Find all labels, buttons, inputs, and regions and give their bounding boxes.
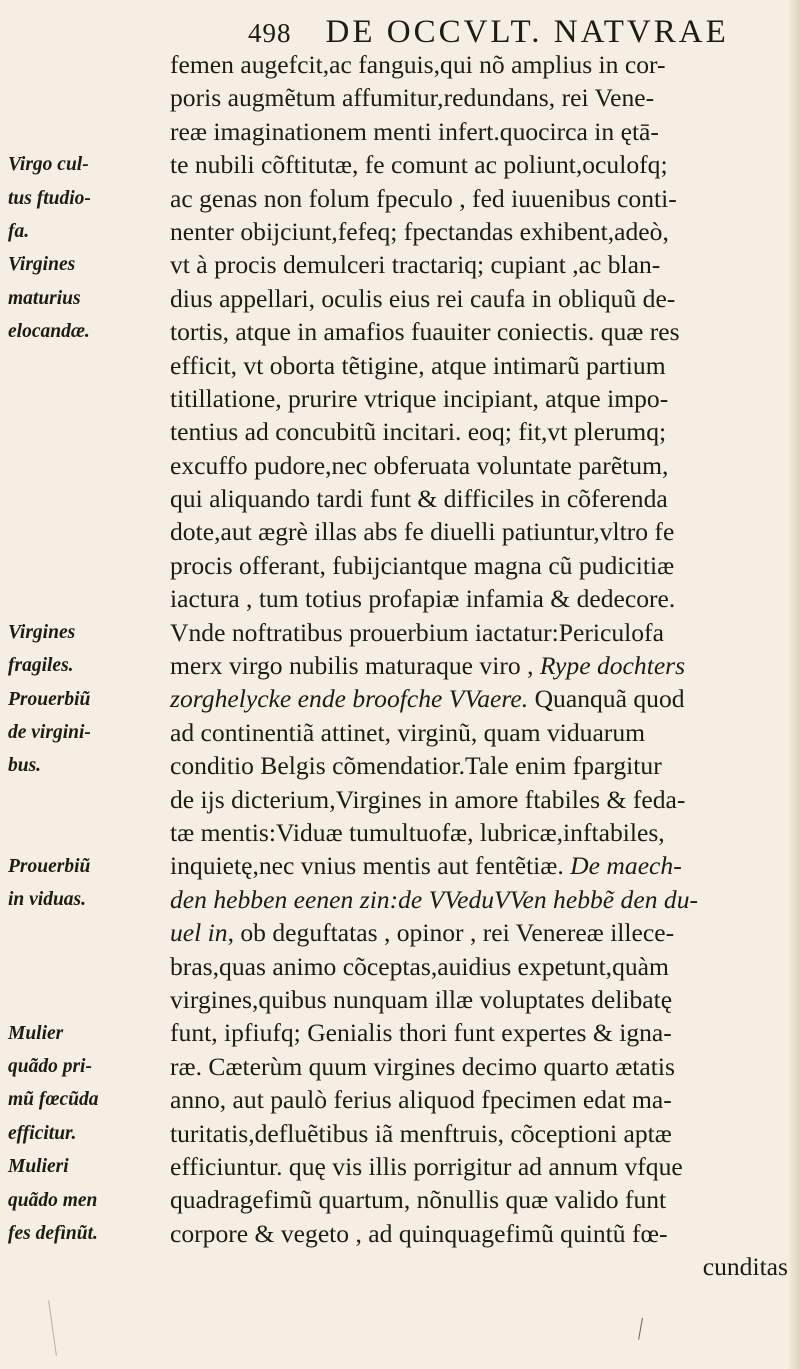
margin-note-line: tus ftudio-	[8, 187, 91, 209]
text-line	[170, 649, 788, 682]
text-line	[170, 716, 788, 749]
text-line-roman: inquietę,nec vnius mentis aut fentẽtiæ.	[170, 851, 571, 881]
text-line	[170, 1117, 788, 1150]
paper-mark	[48, 1300, 59, 1356]
margin-note	[8, 1017, 98, 1151]
text-line	[170, 916, 788, 949]
text-line	[170, 248, 788, 281]
text-line-roman: efficiuntur. quę vis illis porrigitur ad annum vfque	[170, 1151, 683, 1181]
text-line	[170, 682, 788, 715]
text-line-roman: poris augmẽtum affumitur,redundans, rei Vene-	[170, 83, 655, 113]
margin-note-line: quãdo men	[8, 1189, 98, 1211]
text-line-roman: tortis, atque in amafios fuauiter coniectis. quæ res	[170, 317, 680, 347]
page-number: 498	[248, 18, 292, 48]
text-line-italic: den hebben eenen zin:de VVeduVVen hebbẽ den du-	[170, 884, 699, 914]
text-line-roman: te nubili cõftitutæ, fe comunt ac poliunt,oculofq;	[170, 150, 668, 180]
text-line	[170, 749, 788, 782]
text-line-roman: funt, ipfiufq; Genialis thori funt expertes & igna-	[170, 1018, 672, 1048]
margin-note-line: de virgini-	[8, 721, 91, 743]
text-line	[170, 148, 788, 181]
text-line-roman: reæ imaginationem menti infert.quocirca in ętā-	[170, 116, 659, 146]
text-line-roman: quadragefimũ quartum, nõnullis quæ valido funt	[170, 1185, 667, 1215]
margin-note-line: fes defìnũt.	[8, 1222, 98, 1244]
text-line	[170, 449, 788, 482]
text-line-roman: anno, aut paulò ferius aliquod fpecimen edat ma-	[170, 1085, 672, 1115]
text-line	[170, 415, 788, 448]
margin-note-line: Mulier	[8, 1022, 64, 1044]
text-line-roman: procis offerant, fubijciantque magna cũ pudicitiæ	[170, 550, 675, 580]
margin-note	[8, 850, 90, 917]
text-line-roman: corpore & vegeto , ad quinquagefimũ quintũ fœ-	[170, 1218, 668, 1248]
margin-note-line: Virgines	[8, 254, 76, 276]
text-line-italic: De maech-	[570, 851, 682, 881]
text-line-italic: zorghelycke ende broofche VVaere.	[170, 684, 529, 714]
text-line-roman: femen augefcit,ac fanguis,qui nõ amplius in cor-	[170, 50, 666, 79]
text-line-roman: Quanquã quod	[528, 684, 685, 714]
text-line-roman: dote,aut ægrè illas abs fe diuelli patiuntur,vltro fe	[170, 517, 675, 547]
margin-note-line: in viduas.	[8, 888, 87, 910]
text-line	[170, 582, 788, 615]
text-line	[170, 81, 788, 114]
text-line	[170, 382, 788, 415]
margin-note	[8, 1150, 98, 1250]
margin-note	[8, 148, 91, 248]
text-line	[170, 616, 788, 649]
paper-mark	[638, 1318, 645, 1340]
text-line-roman: ac genas non folum fpeculo , fed iuuenibus conti-	[170, 183, 677, 213]
text-line	[170, 182, 788, 215]
margin-note-line: bus.	[8, 755, 42, 777]
text-line	[170, 950, 788, 983]
margin-note-line: fa.	[8, 220, 30, 242]
margin-note	[8, 248, 90, 348]
margin-note-line: fragiles.	[8, 655, 74, 677]
text-line-roman: conditio Belgis cõmendatior.Tale enim fpargitur	[170, 751, 662, 781]
text-line	[170, 849, 788, 882]
text-line-roman: turitatis,defluẽtibus iã menftruis, cõceptioni aptæ	[170, 1118, 672, 1148]
text-line-roman: Vnde noftratibus prouerbium iactatur:Periculofa	[170, 617, 664, 647]
text-line-roman: titillatione, prurire vtrique incipiant, atque impo-	[170, 383, 669, 413]
margin-note-line: Prouerbiũ	[8, 688, 91, 710]
body-text	[170, 48, 788, 1283]
text-line-roman: efficit, vt oborta tẽtigine, atque intimarũ partium	[170, 350, 666, 380]
text-line	[170, 1083, 788, 1116]
text-line-roman: ad continentiã attinet, virginũ, quam viduarum	[170, 717, 646, 747]
text-line-roman: ræ. Cæterùm quum virgines decimo quarto ætatis	[170, 1051, 675, 1081]
text-line	[170, 549, 788, 582]
text-line-roman: tentius ad concubitũ incitari. eoq; fit,vt plerumq;	[170, 417, 667, 447]
margin-note-line: elocandæ.	[8, 321, 90, 343]
text-line	[170, 1217, 788, 1250]
text-line	[170, 215, 788, 248]
text-line	[170, 349, 788, 382]
text-line	[170, 983, 788, 1016]
margin-note-line: Mulieri	[8, 1156, 69, 1178]
text-line	[170, 1016, 788, 1049]
text-line-roman: dius appellari, oculis eius rei caufa in obliquũ de-	[170, 283, 676, 313]
catchword: cunditas	[702, 1252, 788, 1282]
margin-note-line: quãdo pri-	[8, 1055, 92, 1077]
text-line	[170, 48, 788, 81]
margin-note-line: mũ fœcũda	[8, 1089, 99, 1111]
margin-note-line: Virgines	[8, 621, 76, 643]
margin-note	[8, 683, 91, 783]
text-line-roman: excuffo pudore,nec obferuata voluntate parẽtum,	[170, 450, 669, 480]
text-line	[170, 883, 788, 916]
text-line-roman: merx virgo nubilis maturaque viro ,	[170, 651, 540, 681]
page-edge-shadow	[788, 0, 800, 1369]
text-line-roman: virgines,quibus nunquam illæ voluptates delibatę	[170, 984, 673, 1014]
text-line	[170, 315, 788, 348]
text-line	[170, 515, 788, 548]
margin-note-line: efficitur.	[8, 1122, 77, 1144]
text-line-roman: qui aliquando tardi funt & difficiles in cõferenda	[170, 484, 668, 514]
text-line-italic: uel in	[170, 918, 228, 948]
text-line	[170, 816, 788, 849]
running-head: DE OCCVLT. NATVRAE	[325, 14, 729, 50]
text-line	[170, 1150, 788, 1183]
text-line-roman: bras,quas animo cõceptas,auidius expetunt,quàm	[170, 951, 669, 981]
margin-note-line: Virgo cul-	[8, 154, 89, 176]
text-line-roman: vt à procis demulceri tractariq; cupiant ,ac blan-	[170, 250, 661, 280]
text-line	[170, 1183, 788, 1216]
text-line-roman: de ijs dicterium,Virgines in amore ftabiles & feda-	[170, 784, 686, 814]
text-line-roman: tæ mentis:Viduæ tumultuofæ, lubricæ,inftabiles,	[170, 817, 665, 847]
text-line	[170, 783, 788, 816]
text-line	[170, 282, 788, 315]
margin-note-line: maturius	[8, 287, 81, 309]
text-line-roman: , ob deguftatas , opinor , rei Venereæ illece-	[227, 918, 675, 948]
text-line-roman: nenter obijciunt,fefeq; fpectandas exhibent,adeò,	[170, 216, 669, 246]
margin-note	[8, 616, 75, 683]
text-line	[170, 1050, 788, 1083]
margin-note-line: Prouerbiũ	[8, 855, 91, 877]
text-line-italic: Rype dochters	[539, 651, 686, 681]
text-line-roman: iactura , tum totius profapiæ infamia & dedecore.	[170, 584, 676, 614]
text-line	[170, 115, 788, 148]
text-line	[170, 482, 788, 515]
